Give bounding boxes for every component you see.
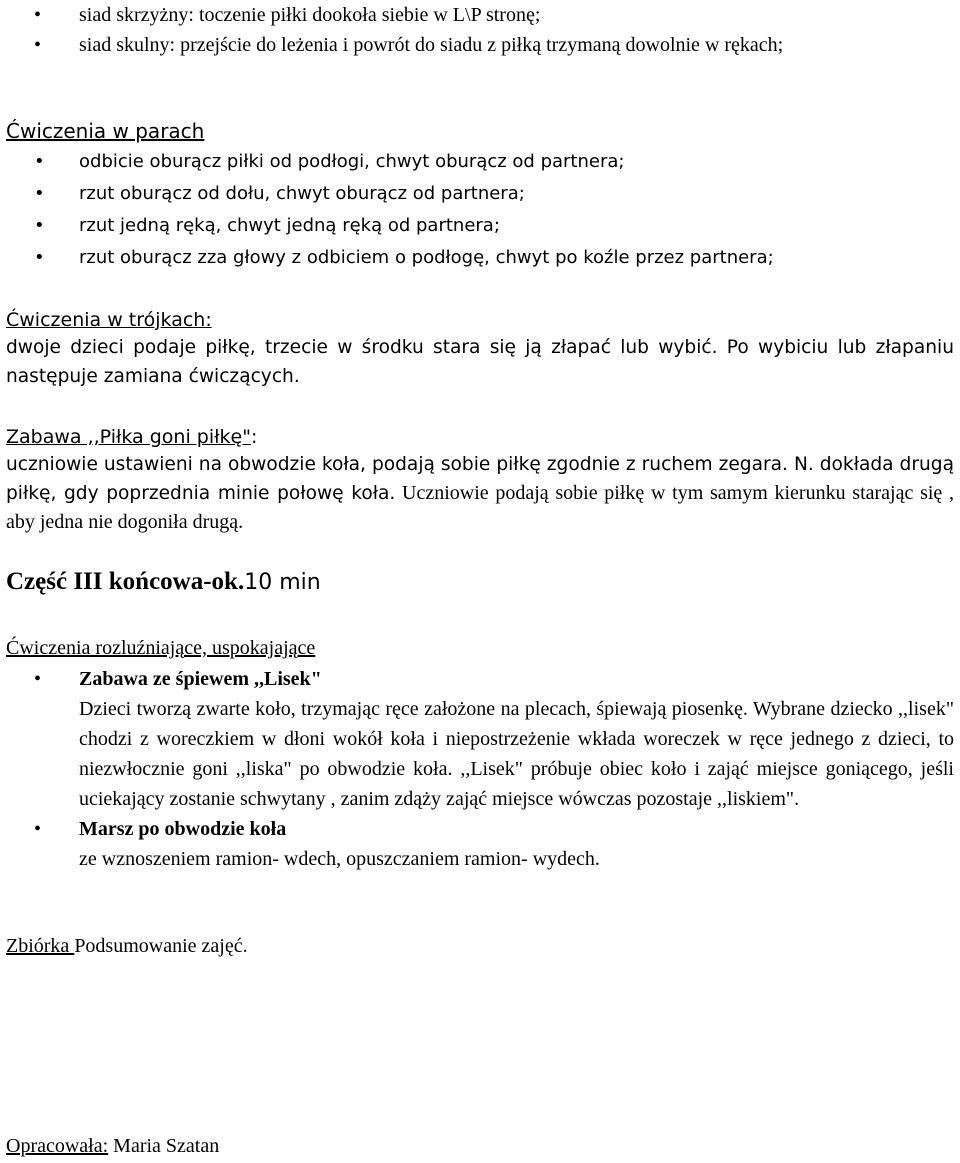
game-title: • Zabawa ze śpiewem ,,Lisek" <box>79 668 322 690</box>
threes-heading: Ćwiczenia w trójkach: <box>6 309 212 331</box>
game-description-part2: Uczniowie podają sobie piłkę w tym samym kierunku starając się , aby jedna nie dogoniła drugą. <box>6 482 954 533</box>
part3-heading <box>6 567 954 598</box>
game-title: • Marsz po obwodzie koła <box>79 818 287 840</box>
list-item <box>6 814 954 874</box>
relax-exercise-list <box>6 664 954 874</box>
closing-label: Zbiórka <box>6 935 75 957</box>
game-description: ze wznoszeniem ramion- wdech, opuszczaniem ramion- wydech. <box>79 848 600 870</box>
game-description: Dzieci tworzą zwarte koło, trzymając ręce założone na plecach, śpiewają piosenkę. Wybrane dziecko ,,lisek" chodzi z woreczkiem w dłoni wokół koła i niepostrzeżenie wkłada woreczek w ręce jednego z dzieci, to niezwłocznie goni ,,liska" po obwodzie koła. ,,Lisek" próbuje obiec koło i zająć miejsce goniącego, jeśli uciekający zostanie schwytany , zanim zdąży zająć miejsce wówczas pozostaje ,,liskiem". <box>79 698 954 810</box>
list-item: • rzut oburącz od dołu, chwyt oburącz od partnera; <box>6 178 954 210</box>
list-item: • siad skrzyżny: toczenie piłki dookoła siebie w L\P stronę; <box>6 0 954 30</box>
closing-text: Podsumowanie zajęć. <box>74 935 248 957</box>
game-description <box>6 450 954 537</box>
part3-heading-bold: Część III końcowa-ok. <box>6 568 245 595</box>
game-heading-title: Zabawa ,,Piłka goni piłkę" <box>6 426 251 448</box>
pairs-exercise-list <box>6 146 954 274</box>
list-item: • rzut jedną ręką, chwyt jedną ręką od partnera; <box>6 210 954 242</box>
list-item: • odbicie oburącz piłki od podłogi, chwyt oburącz od partnera; <box>6 146 954 178</box>
game-heading-colon: : <box>250 426 258 448</box>
author-label: Opracowała: <box>6 1135 109 1157</box>
list-item <box>6 664 954 814</box>
author-line <box>6 1131 954 1161</box>
list-item: • rzut oburącz zza głowy z odbiciem o podłogę, chwyt po koźle przez partnera; <box>6 242 954 274</box>
relax-heading: Ćwiczenia rozluźniające, uspokajające <box>6 637 316 659</box>
game-heading <box>6 422 954 452</box>
intro-exercise-list <box>6 0 954 60</box>
threes-description: dwoje dzieci podaje piłkę, trzecie w środku stara się ją złapać lub wybić. Po wybiciu lub złapaniu następuje zamiana ćwiczących. <box>6 337 954 387</box>
list-item: • siad skulny: przejście do leżenia i powrót do siadu z piłką trzymaną dowolnie w rękach; <box>6 30 954 60</box>
author-name: Maria Szatan <box>108 1135 220 1157</box>
pairs-heading: Ćwiczenia w parach <box>6 119 205 143</box>
game-description-part1: uczniowie ustawieni na obwodzie koła, podają sobie piłkę zgodnie z ruchem zegara. N. dokłada drugą piłkę, gdy poprzednia minie połowę koła. <box>6 454 954 504</box>
closing-line <box>6 931 954 961</box>
part3-heading-duration: 10 min <box>244 570 321 595</box>
